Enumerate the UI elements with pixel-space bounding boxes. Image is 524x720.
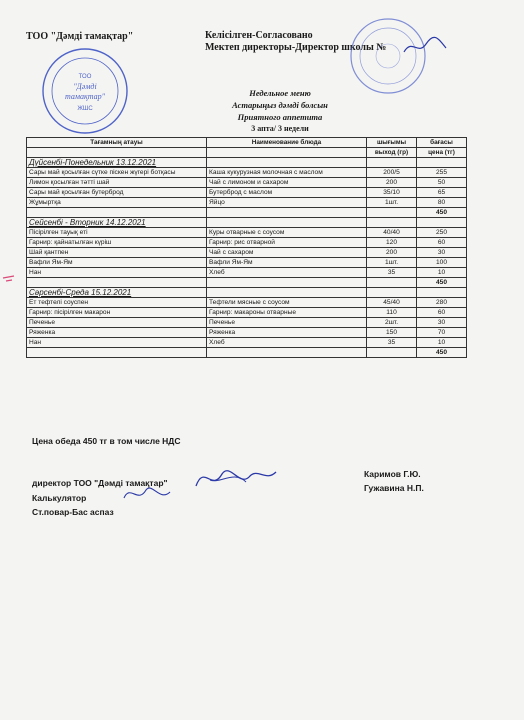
table-row: Лимон қосылған тәтті шай Чай с лимоном и сахаром 200 50 bbox=[27, 178, 467, 188]
menu-title: Недельное меню bbox=[249, 88, 311, 98]
svg-text:ЖШС: ЖШС bbox=[77, 106, 93, 112]
table-row: Пісірілген тауық еті Куры отварные с соусом 40/40 250 bbox=[27, 228, 467, 238]
day-header bbox=[27, 158, 467, 168]
menu-subtitle-kz: Астарыңыз дәмді болсын bbox=[232, 100, 328, 110]
company-name: ТОО "Дәмді тамақтар" bbox=[26, 31, 134, 42]
table-row: Гарнир: пісірілген макарон Гарнир: макароны отварные 110 60 bbox=[27, 308, 467, 318]
svg-text:тамақтар": тамақтар" bbox=[65, 92, 105, 101]
director-signature-scribble bbox=[190, 462, 280, 494]
total-row bbox=[27, 208, 467, 218]
name-director: Каримов Г.Ю. bbox=[364, 469, 421, 479]
day-title: Дүйсенбі-Понедельник 13.12.2021 bbox=[27, 158, 207, 168]
table-row: Вафли Ям-Ям Вафли Ям-Ям 1шт. 100 bbox=[27, 258, 467, 268]
table-row: Ряженка Ряженка 150 70 bbox=[27, 328, 467, 338]
signatory-calculator: Калькулятор bbox=[32, 493, 87, 503]
table-row: Нан Хлеб 35 10 bbox=[27, 338, 467, 348]
price-note: Цена обеда 450 тг в том числе НДС bbox=[32, 436, 181, 446]
col-subheader-weight: выход (гр) bbox=[367, 148, 417, 158]
table-row: Нан Хлеб 35 10 bbox=[27, 268, 467, 278]
day-header bbox=[27, 288, 467, 298]
approval-line-1: Келісілген-Согласовано bbox=[205, 30, 313, 41]
day-title: Сейсенбі - Вторник 14.12.2021 bbox=[27, 218, 207, 228]
col-header-price: бағасы bbox=[417, 138, 467, 148]
approval-line-2: Мектеп директоры-Директор школы № bbox=[205, 42, 387, 53]
total-row bbox=[27, 278, 467, 288]
day-total: 450 bbox=[417, 278, 467, 288]
day-total: 450 bbox=[417, 348, 467, 358]
col-subheader-price: цена (тг) bbox=[417, 148, 467, 158]
signatory-director: директор ТОО "Дәмді тамақтар" bbox=[32, 478, 168, 488]
menu-subtitle-ru: Приятного аппетита bbox=[237, 112, 323, 122]
calculator-signature-scribble bbox=[120, 480, 175, 506]
pen-mark bbox=[0, 272, 24, 286]
col-header-weight: шығымы bbox=[367, 138, 417, 148]
table-row: Сары май қосылған бутерброд Бутерброд с маслом 35/10 65 bbox=[27, 188, 467, 198]
day-title: Сәрсенбі-Среда 15.12.2021 bbox=[27, 288, 207, 298]
col-header-kz: Тағамның атауы bbox=[27, 138, 207, 148]
table-row: Ет тефтелі соуспен Тефтели мясные с соусом 45/40 280 bbox=[27, 298, 467, 308]
day-header bbox=[27, 218, 467, 228]
name-calculator: Гужавина Н.П. bbox=[364, 483, 424, 493]
table-row: Жұмыртқа Яйцо 1шт. 80 bbox=[27, 198, 467, 208]
table-header-row bbox=[27, 138, 467, 148]
total-row bbox=[27, 348, 467, 358]
table-row: Печенье Печенье 2шт. 30 bbox=[27, 318, 467, 328]
director-signature bbox=[400, 34, 450, 58]
menu-week: 3 апта/ 3 недели bbox=[251, 124, 309, 133]
svg-text:ТОО: ТОО bbox=[78, 74, 92, 80]
table-subheader-row bbox=[27, 148, 467, 158]
menu-table bbox=[26, 137, 467, 358]
table-row: Сары май қосылған сүтке піскен жүгері ботқасы Каша кукурузная молочная с маслом 200/5 255 bbox=[27, 168, 467, 178]
col-header-ru: Наименование блюда bbox=[207, 138, 367, 148]
table-row: Шай қантпен Чай с сахаром 200 30 bbox=[27, 248, 467, 258]
day-total: 450 bbox=[417, 208, 467, 218]
svg-text:"Дәмді: "Дәмді bbox=[73, 82, 97, 91]
signatory-chef: Ст.повар-Бас аспаз bbox=[32, 507, 114, 517]
company-stamp bbox=[40, 46, 130, 136]
table-row: Гарнир: қайнатылған күріш Гарнир: рис отварной 120 60 bbox=[27, 238, 467, 248]
